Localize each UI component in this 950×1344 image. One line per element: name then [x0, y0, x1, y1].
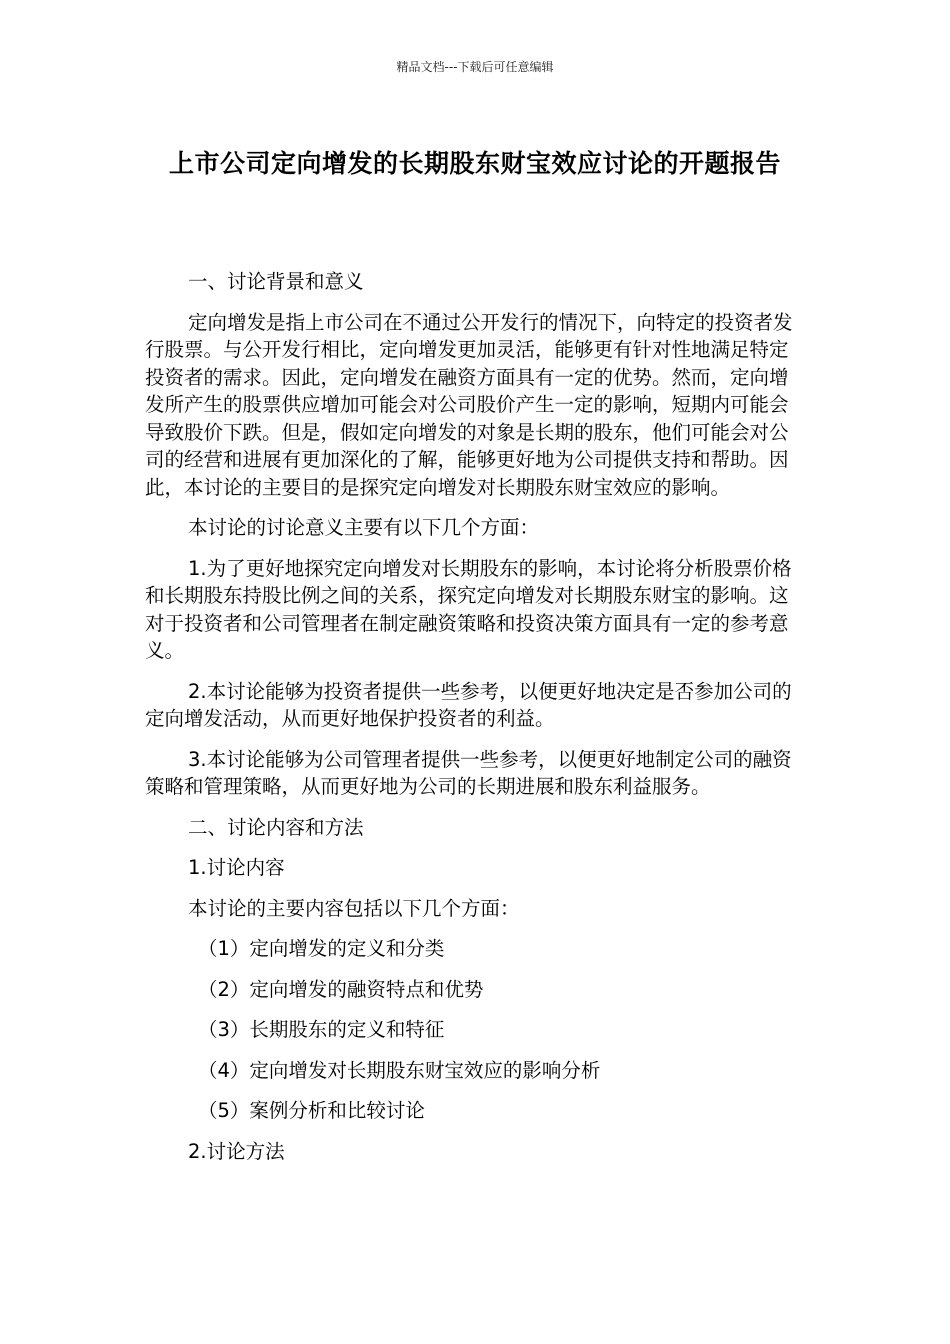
list-item: （4）定向增发对长期股东财宝效应的影响分析 [198, 1058, 601, 1082]
section-heading-background: 一、讨论背景和意义 [188, 270, 364, 293]
paragraph-significance-intro: 本讨论的讨论意义主要有以下几个方面： [188, 516, 540, 539]
subheading-content: 1.讨论内容 [188, 856, 285, 879]
header-note: 精品文档---下载后可任意编辑 [396, 60, 554, 74]
paragraph-significance-1: 1.为了更好地探究定向增发对长期股东的影响，本讨论将分析股票价格和长期股东持股比例之间的关系，探究定向增发对长期股东财宝的影响。这对于投资者和公司管理者在制定融资策略和投资决策方面具有一定的参考意义。 [145, 556, 792, 662]
section-heading-content-method: 二、讨论内容和方法 [188, 815, 364, 839]
subheading-method: 2.讨论方法 [188, 1139, 285, 1163]
paragraph-definition: 定向增发是指上市公司在不通过公开发行的情况下，向特定的投资者发行股票。与公开发行相比，定向增发更加灵活，能够更有针对性地满足特定投资者的需求。因此，定向增发在融资方面具有一定的优势。然而，定向增发所产生的股票供应增加可能会对公司股价产生一定的影响，短期内可能会导致股价下跌。但是，假如定向增发的对象是长期的股东，他们可能会对公司的经营和进展有更加深化的了解，能够更好地为公司提供支持和帮助。因此，本讨论的主要目的是探究定向增发对长期股东财宝效应的影响。 [145, 310, 793, 499]
list-item: （1）定向增发的定义和分类 [198, 937, 445, 960]
document-title: 上市公司定向增发的长期股东财宝效应讨论的开题报告 [168, 149, 781, 178]
list-item: （2）定向增发的融资特点和优势 [198, 977, 484, 1001]
paragraph-significance-2: 2.本讨论能够为投资者提供一些参考，以便更好地决定是否参加公司的定向增发活动，从而更好地保护投资者的利益。 [145, 679, 792, 730]
paragraph-significance-3: 3.本讨论能够为公司管理者提供一些参考，以便更好地制定公司的融资策略和管理策略，从而更好地为公司的长期进展和股东利益服务。 [145, 747, 792, 798]
list-item: （5）案例分析和比较讨论 [198, 1099, 425, 1122]
document-body [145, 268, 797, 1178]
paragraph-content-intro: 本讨论的主要内容包括以下几个方面： [188, 896, 520, 920]
list-item: （3）长期股东的定义和特征 [198, 1018, 445, 1041]
